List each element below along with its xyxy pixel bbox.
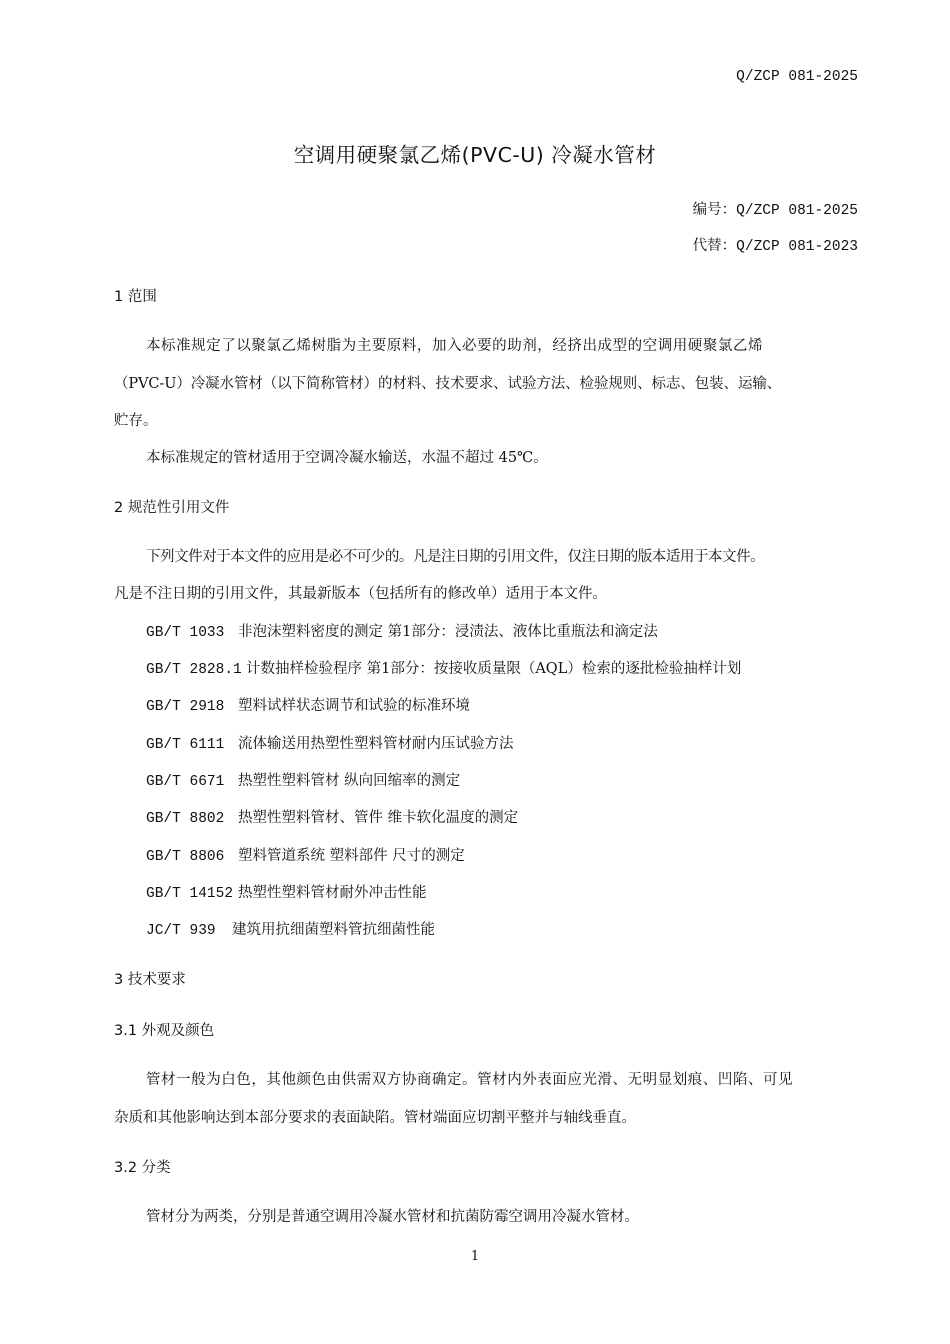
scope-para-2: 本标准规定的管材适用于空调冷凝水输送，水温不超过 45℃。 [146,450,548,466]
scope-para-1-line-2: （PVC-U）冷凝水管材（以下简称管材）的材料、技术要求、试验方法、检验规则、标志、包装、运输、 [114,376,782,392]
reference-code: GB/T 6671 [146,774,225,790]
reference-item [146,881,427,902]
reference-title: 非泡沫塑料密度的测定 第1部分：浸渍法、液体比重瓶法和滴定法 [238,624,658,640]
header-document-code: Q/ZCP 081-2025 [736,69,858,85]
reference-code: GB/T 2828.1 [146,662,242,678]
reference-item [146,657,741,678]
reference-code: GB/T 1033 [146,625,225,641]
normative-intro-line-1: 下列文件对于本文件的应用是必不可少的。凡是注日期的引用文件，仅注日期的版本适用于本文件。 [146,549,765,565]
replaces-value: Q/ZCP 081-2023 [736,239,858,255]
reference-title: 建筑用抗细菌塑料管抗细菌性能 [232,922,435,938]
reference-title: 塑料管道系统 塑料部件 尺寸的测定 [238,848,465,864]
reference-item [146,732,514,753]
reference-title: 计数抽样检验程序 第1部分：按接收质量限（AQL）检索的逐批检验抽样计划 [246,661,742,677]
appearance-line-1: 管材一般为白色，其他颜色由供需双方协商确定。管材内外表面应光滑、无明显划痕、凹陷、可见 [146,1072,794,1088]
document-title: 空调用硬聚氯乙烯(PVC-U) 冷凝水管材 [293,143,657,167]
section-2-heading: 2 规范性引用文件 [114,500,230,516]
reference-title: 热塑性塑料管材、管件 维卡软化温度的测定 [238,810,519,826]
document-number-value: Q/ZCP 081-2025 [736,203,858,219]
reference-title: 塑料试样状态调节和试验的标准环境 [238,698,470,714]
reference-code: GB/T 8802 [146,811,225,827]
scope-para-1-line-3: 贮存。 [114,413,158,429]
reference-item [146,620,658,641]
classification-text: 管材分为两类，分别是普通空调用冷凝水管材和抗菌防霉空调用冷凝水管材。 [146,1209,639,1225]
reference-code: GB/T 6111 [146,737,225,753]
scope-para-1-line-1: 本标准规定了以聚氯乙烯树脂为主要原料，加入必要的助剂，经挤出成型的空调用硬聚氯乙烯 [146,338,764,354]
reference-item [146,918,435,939]
replaces-number [693,234,858,255]
document-number [693,198,858,219]
appearance-line-2: 杂质和其他影响达到本部分要求的表面缺陷。管材端面应切割平整并与轴线垂直。 [114,1110,636,1126]
replaces-label: 代替： [692,238,737,254]
normative-intro-line-2: 凡是不注日期的引用文件，其最新版本（包括所有的修改单）适用于本文件。 [114,586,607,602]
reference-code: GB/T 8806 [146,849,225,865]
section-3-heading: 3 技术要求 [114,972,186,988]
reference-item [146,769,460,790]
reference-code: GB/T 14152 [146,886,234,902]
section-3-2-heading: 3.2 分类 [114,1160,171,1176]
reference-item [146,694,470,715]
reference-item [146,844,465,865]
reference-item [146,806,518,827]
section-3-1-heading: 3.1 外观及颜色 [114,1023,215,1039]
page-number: 1 [470,1249,480,1264]
reference-title: 流体输送用热塑性塑料管材耐内压试验方法 [238,736,514,752]
reference-title: 热塑性塑料管材耐外冲击性能 [238,885,427,901]
reference-code: JC/T 939 [146,923,216,939]
document-number-label: 编号： [692,202,737,218]
section-1-heading: 1 范围 [114,289,157,305]
reference-title: 热塑性塑料管材 纵向回缩率的测定 [238,773,461,789]
reference-code: GB/T 2918 [146,699,225,715]
